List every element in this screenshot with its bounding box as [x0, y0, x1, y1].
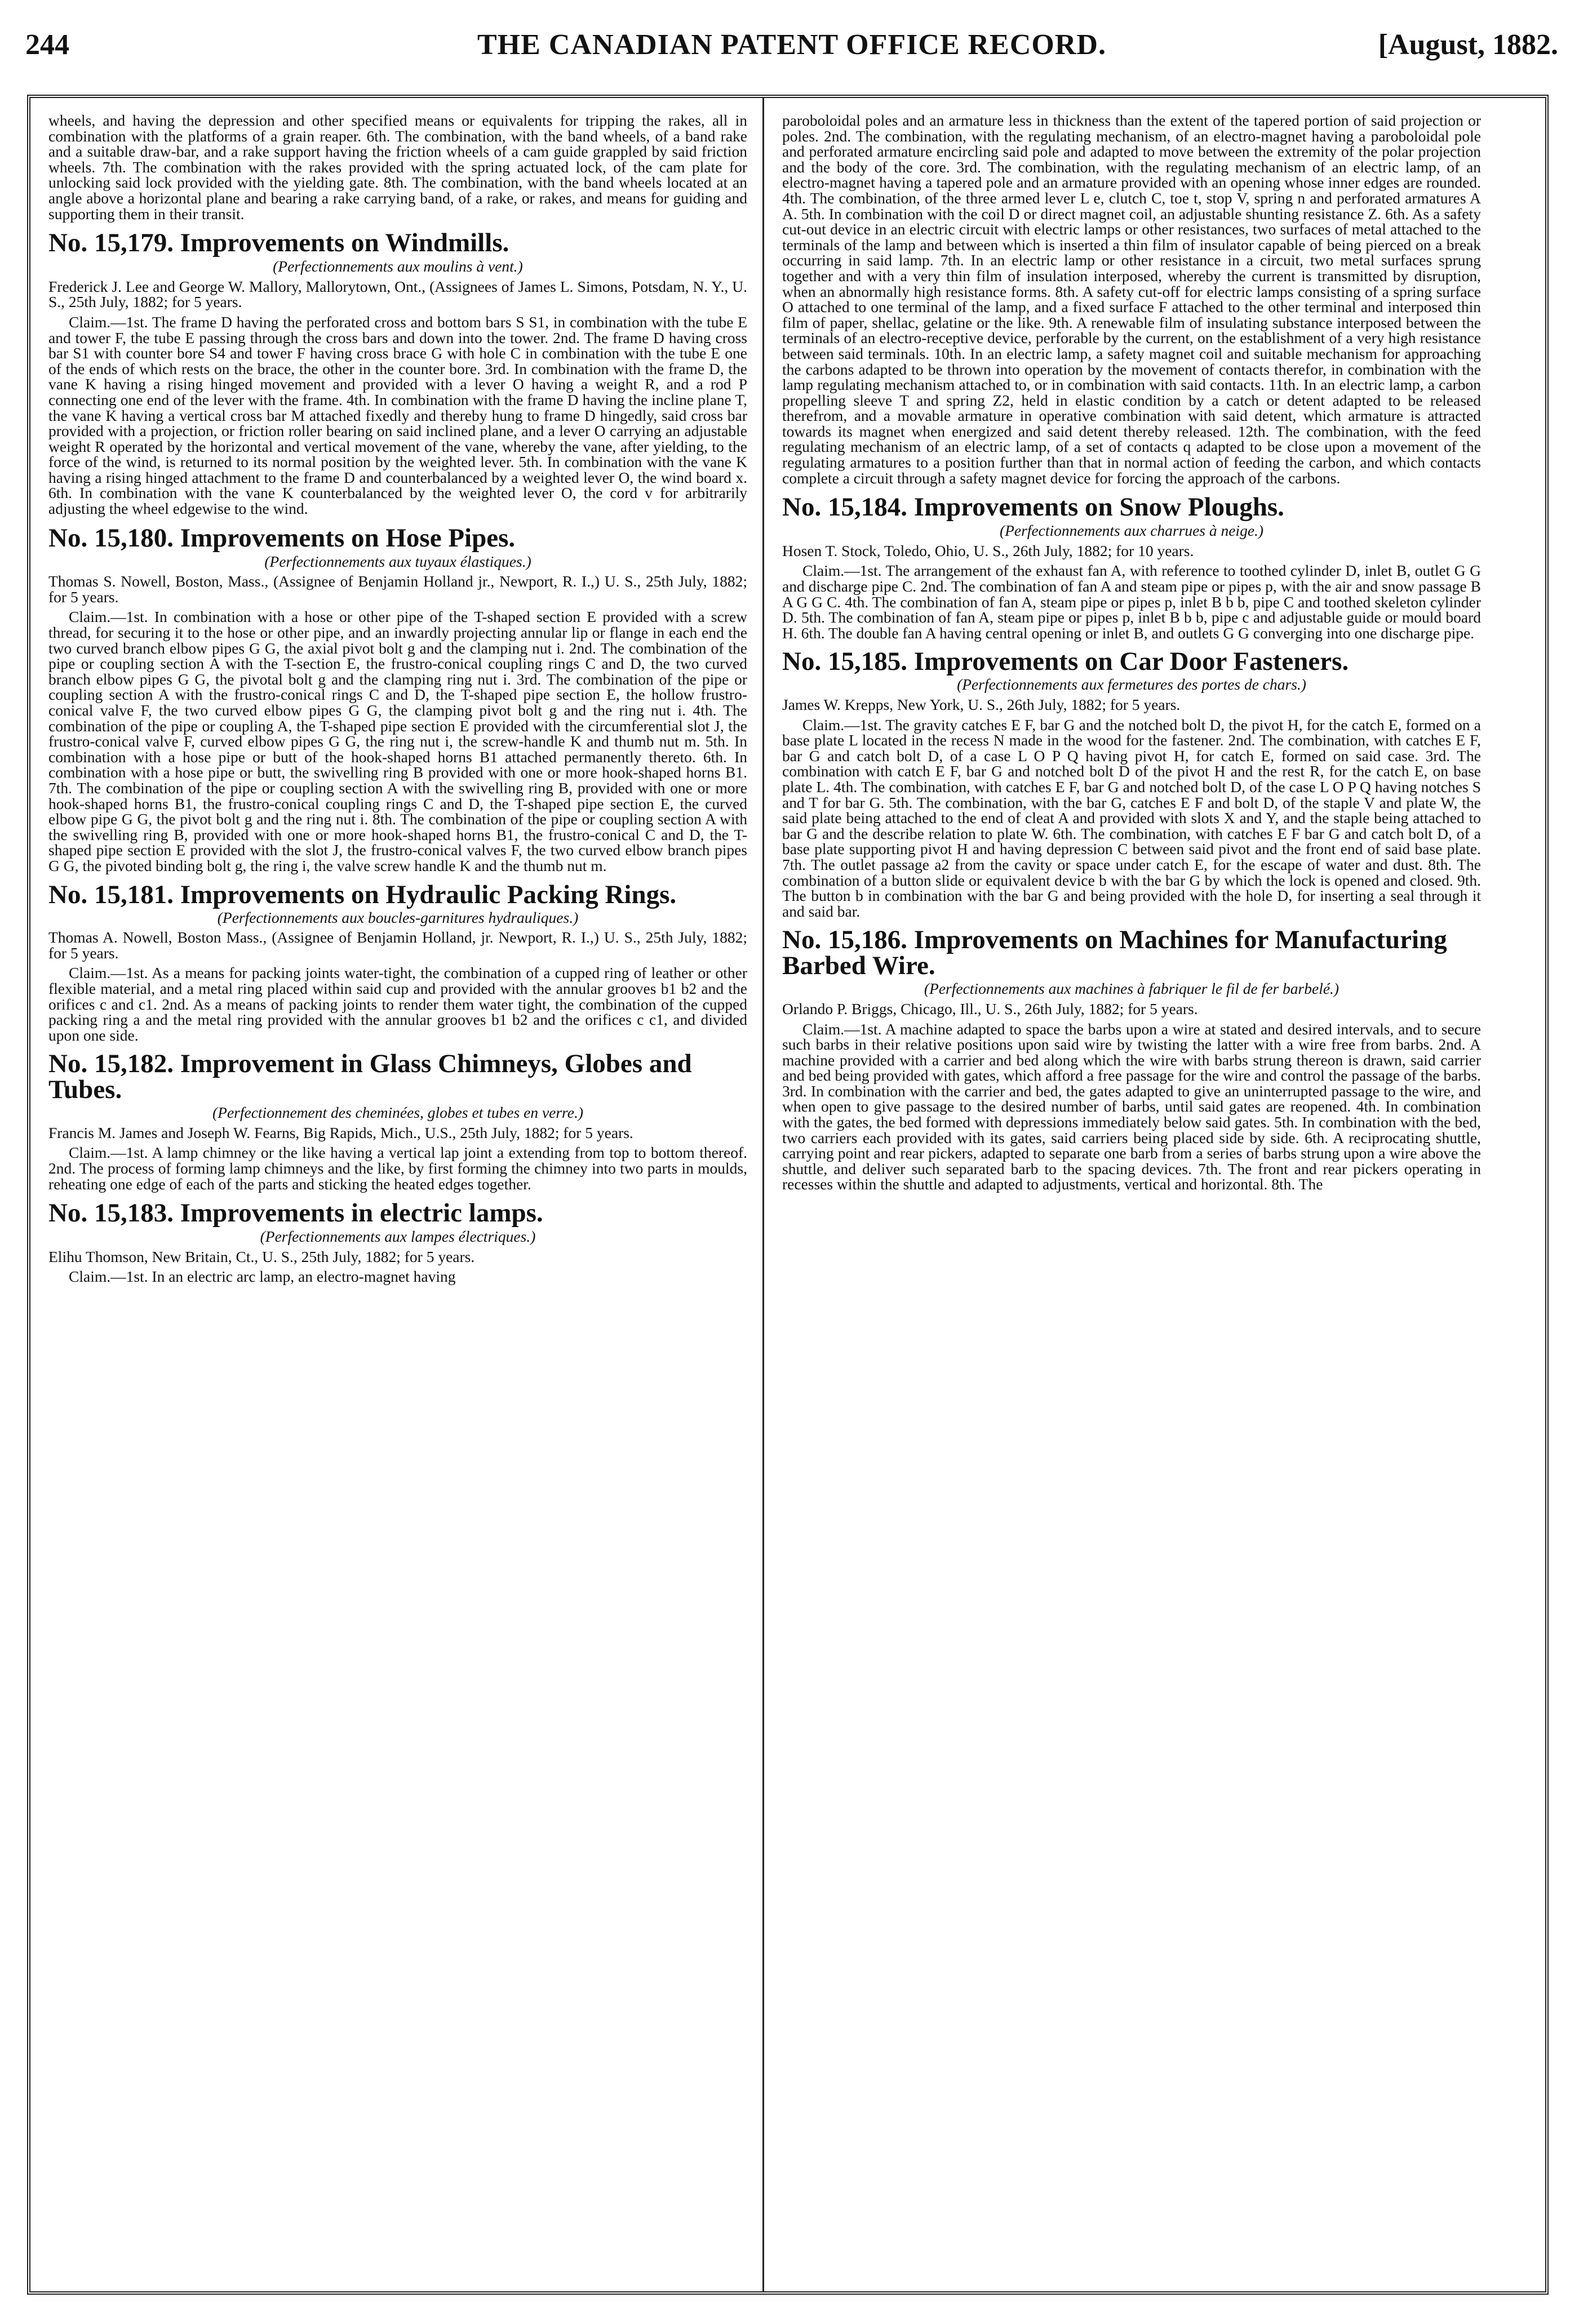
patent-heading-15182: No. 15,182. Improvement in Glass Chimneys, Globes and Tubes. — [48, 1049, 692, 1105]
right-column — [782, 113, 1481, 2282]
french-title-15183: (Perfectionnements aux lampes électriques.) — [260, 1228, 536, 1246]
page-date: [August, 1882. — [1378, 29, 1558, 61]
french-title-15184: (Perfectionnements aux charrues à neige.) — [999, 522, 1264, 540]
claim-15182: Claim.—1st. A lamp chimney or the like having a vertical lap joint a extending from top to bottom thereof. 2nd. The process of forming lamp chimneys and the like, by first forming the chimney into two parts in moulds, reheating one edge of each of the parts and sticking the heated edges together. — [48, 1144, 747, 1193]
page-header — [25, 23, 1558, 73]
patent-heading-15180: No. 15,180. Improvements on Hose Pipes. — [48, 523, 516, 553]
french-title-15181: (Perfectionnements aux boucles-garnitures hydrauliques.) — [217, 908, 579, 926]
column-divider — [762, 97, 764, 2292]
patent-heading-15185: No. 15,185. Improvements on Car Door Fasteners. — [782, 647, 1349, 677]
page-title: THE CANADIAN PATENT OFFICE RECORD. — [477, 29, 1106, 61]
claim-15184: Claim.—1st. The arrangement of the exhaust fan A, with reference to toothed cylinder D, inlet B, outlet G G and discharge pipe C. 2nd. The combination of fan A and steam pipe or pipes p, with the air and snow passage B A G G C. 4th. The combination of fan A, steam pipe or pipes p, inlet B b b, pipe C and toothed skeleton cylinder D. 5th. The combination of fan A, steam pipe or pipes p, inlet B b b, pipe c and adjustable guide or mould board H. 6th. The double fan A having central opening or inlet B, and outlets G G converging into one discharge pipe. — [782, 562, 1481, 642]
claim-15180: Claim.—1st. In combination with a hose or other pipe of the T-shaped section E provided with a screw thread, for securing it to the hose or other pipe, and an inwardly projecting annular lip or flange in each end the two curved branch elbow pipes G G, the axial pivot bolt g and the clamping nut i. 2nd. The combination of the pipe or coupling section A with the T-section E, the frustro-conical coupling rings C and D, the two curved branch elbow pipes G G, the pivotal bolt g and the clamping ring nut i. 3rd. The combination of the pipe or coupling section A with the frustro-conical rings C and D, the T-shaped pipe section E, the hollow frustro-conical valve F, the two curved elbow pipes G G, the clamping pivot bolt g and the ring nut i. 4th. The combination of the pipe or coupling A, the T-shaped pipe section E provided with the circumferential slot J, the frustro-conical valve F, curved elbow pipes G G, the ring nut i, the screw-handle K and thumb nut m. 5th. In combination with a hose pipe or butt of the hook-shaped horns B1 attached permanently thereto. 6th. In combination with a hose pipe or butt, the swivelling ring B provided with one or more hook-shaped horns B1. 7th. The combination of the pipe or coupling section A with the swivelling ring B, provided with one or more hook-shaped horns B1, the frustro-conical coupling rings C and D, the T-shaped pipe section E, the curved elbow pipe G G, the pivot bolt g and the ring nut i. 8th. The combination of the pipe or coupling section A with the swivelling ring B, provided with one or more hook-shaped horns B1, the frustro-conical C and D, the T-shaped pipe section E provided with the slot J, the frustro-conical valves F, the two curved elbow branch pipes G G, the pivoted binding bolt g, the ring i, the valve screw handle K and the thumb nut m. — [48, 608, 747, 874]
page-number: 244 — [25, 29, 69, 61]
inventor-15182: Francis M. James and Joseph W. Fearns, Big Rapids, Mich., U.S., 25th July, 1882; for 5 years. — [48, 1123, 633, 1141]
inventor-15185: James W. Krepps, New York, U. S., 26th July, 1882; for 5 years. — [782, 696, 1181, 713]
claim-15183: Claim.—1st. In an electric arc lamp, an electro-magnet having — [69, 1268, 456, 1286]
claim-15181: Claim.—1st. As a means for packing joints water-tight, the combination of a cupped ring of leather or other flexible material, and a metal ring placed within said cup and provided with the annular grooves b1 b2 and the orifices c and c1. 2nd. As a means of packing joints to render them water tight, the combination of the cupped packing ring a and the metal ring provided with the annular grooves b1 b2 and the orifices c c1, and divided upon one side. — [48, 964, 747, 1044]
claim-15179: Claim.—1st. The frame D having the perforated cross and bottom bars S S1, in combination with the tube E and tower F, the tube E passing through the cross bars and down into the tower. 2nd. The frame D having cross bar S1 with counter bore S4 and tower F having cross brace G with hole C in combination with the tube E one of the ends of which rests on the brace, the other in the counter bore. 3rd. In combination with the frame D, the vane K having a rising hinged movement and provided with a lever O having a weight R, and a rod P connecting one end of the lever with the frame. 4th. In combination with the frame D having the incline plane T, the vane K having a vertical cross bar M attached fixedly and thereby hung to frame D hingedly, said cross bar provided with a projection, or friction roller bearing on said inclined plane, and a lever O carrying an adjustable weight R operated by the horizontal and vertical movement of the vane, whereby the vane, after yielding, to the force of the wind, is returned to its normal position by the weighted lever. 5th. In combination with the vane K having a rising hinged attachment to the frame D and counterbalanced by a weighted lever O, the wind board x. 6th. In combination with the vane K counterbalanced by the weighted lever O, the cord v for arbitrarily adjusting the wheel edgewise to the wind. — [48, 313, 747, 518]
french-title-15185: (Perfectionnements aux fermetures des portes de chars.) — [957, 676, 1306, 694]
inventor-15179: Frederick J. Lee and George W. Mallory, Mallorytown, Ont., (Assignees of James L. Simons, Potsdam, N. Y., U. S., 25th July, 1882; for 5 years. — [48, 277, 747, 311]
french-title-15179: (Perfectionnements aux moulins à vent.) — [273, 257, 523, 275]
inventor-15186: Orlando P. Briggs, Chicago, Ill., U. S., 26th July, 1882; for 5 years. — [782, 999, 1198, 1017]
left-column — [48, 113, 747, 2282]
patent-heading-15179: No. 15,179. Improvements on Windmills. — [48, 228, 509, 258]
patent-heading-15183: No. 15,183. Improvements in electric lamps. — [48, 1198, 543, 1228]
continuation-text: wheels, and having the depression and other specified means or equivalents for tripping the rakes, all in combination with the platforms of a grain reaper. 6th. The combination, with the band wheels, of a band rake and a suitable draw-bar, and a rake support having the friction wheels of a cam guide grappled by said friction wheels. 7th. The combination with the rakes provided with the spring actuated lock, of the cam plate for unlocking said lock provided with the yielding gate. 8th. The combination, with the band wheels located at an angle above a horizontal plane and bearing a rake carrying band, of a rake, or rakes, and means for guiding and supporting them in their transit. — [48, 113, 747, 223]
patent-heading-15186: No. 15,186. Improvements on Machines for Manufacturing Barbed Wire. — [782, 925, 1447, 981]
claim-15186: Claim.—1st. A machine adapted to space the barbs upon a wire at stated and desired intervals, and to secure such barbs in their relative positions upon said wire by twisting the latter with a wire free from barbs. 2nd. A machine provided with a carrier and bed along which the wire with barbs strung thereon is drawn, said carrier and bed being provided with gates, which afford a free passage for the wire and control the passage of the barbs. 3rd. In combination with the carrier and bed, the gates adapted to give an uninterrupted passage to the wire, and when open to give passage to the desired number of barbs, until said gates are reopened. 4th. In combination with the gates, the bed formed with depressions immediately below said gates. 5th. In combination with the bed, two carriers each provided with its gates, said carriers being placed side by side. 6th. A reciprocating shuttle, carrying point and rear pickers, adapted to separate one barb from a series of barbs strung upon a wire above the shuttle, and deliver such separated barb to the spacing devices. 7th. The front and rear pickers operating in recesses within the shuttle and adapted to adjustments, vertical and horizontal. 8th. The — [782, 1020, 1481, 1193]
french-title-15182: (Perfectionnement des cheminées, globes et tubes en verre.) — [212, 1104, 583, 1122]
french-title-15186: (Perfectionnements aux machines à fabriquer le fil de fer barbelé.) — [924, 980, 1340, 998]
inventor-15180: Thomas S. Nowell, Boston, Mass., (Assignee of Benjamin Holland jr., Newport, R. I.,) U. S., 25th July, 1882; for 5 years. — [48, 572, 747, 606]
inventor-15184: Hosen T. Stock, Toledo, Ohio, U. S., 26th July, 1882; for 10 years. — [782, 541, 1194, 559]
patent-heading-15184: No. 15,184. Improvements on Snow Ploughs. — [782, 492, 1284, 522]
inventor-15183: Elihu Thomson, New Britain, Ct., U. S., 25th July, 1882; for 5 years. — [48, 1247, 475, 1265]
inventor-15181: Thomas A. Nowell, Boston Mass., (Assignee of Benjamin Holland, jr. Newport, R. I.,) U. S., 25th July, 1882; for 5 years. — [48, 928, 747, 962]
french-title-15180: (Perfectionnements aux tuyaux élastiques.) — [264, 552, 531, 570]
claim-15185: Claim.—1st. The gravity catches E F, bar G and the notched bolt D, the pivot H, for the catch E, formed on a base plate L located in the recess N made in the wood for the fastener. 2nd. The combination, with catches E F, bar G and catch bolt D, of a case L O P Q having pivot H, for catch E, formed on said case. 3rd. The combination with catch E F, bar G and notched bolt D of the pivot H and the rest R, for the catch E, on base plate L. 4th. The combination, with catches E F, bar G and notched bolt D, of the case L O P Q having notches S and T for bar G. 5th. The combination, with the bar G, catches E F and bolt D, of the staple V and plate W, the said plate being attached to the end of cleat A and provided with slots X and Y, and the staple being attached to bar G and the describe relation to plate W. 6th. The combination, with catches E F bar G and catch bolt D, of a base plate supporting pivot H and having depression C between said pivot and the front end of said base plate. 7th. The outlet passage a2 from the cavity or space under catch E, for the escape of water and dust. 8th. The combination of a button slide or equivalent device b with the bar G by which the lock is opened and closed. 9th. The button b in combination with the bar G and being provided with the hole D, for inserting a seal through it and said bar. — [782, 716, 1481, 920]
patent-heading-15181: No. 15,181. Improvements on Hydraulic Packing Rings. — [48, 879, 677, 909]
continuation-text: paroboloidal poles and an armature less in thickness than the extent of the tapered portion of said projection or poles. 2nd. The combination, with the regulating mechanism, of an electro-magnet having a paroboloidal pole and perforated armature encircling said pole and adapted to move between the extremity of the polar projection and the body of the core. 3rd. The combination, with the regulating mechanism of an electric lamp, of an electro-magnet having a tapered pole and an armature provided with an opening whose inner edges are rounded. 4th. The combination, of the three armed lever L e, clutch C, toe t, stop V, spring n and perforated armatures A A. 5th. In combination with the coil D or direct magnet coil, an adjustable shunting resistance Z. 6th. As a safety cut-out device in an electric circuit with electric lamps or other resistances, two surfaces of metal attached to the terminals of the lamp and between which is inserted a thin film of insulator capable of being pierced on a break occurring in said lamp. 7th. In an electric lamp or other resistance in a circuit, two metal surfaces sprung together and with a very thin film of insulation interposed, whereby the current is transmitted by disruption, when an abnormally high resistance forms. 8th. A safety cut-off for electric lamps consisting of a spring surface O attached to one terminal of the lamp, and a fixed surface F attached to the other terminal and interposed thin film of paper, shellac, gelatine or the like. 9th. A renewable film of insulating substance interposed between the terminals of an electro-receptive device, perforable by the current, on the establishment of a very high resistance between said terminals. 10th. In an electric lamp, a safety magnet coil and suitable mechanism for approaching the carbons adapted to be thrown into operation by the movement of contacts therefor, in combination with the lamp regulating mechanism attached to, or in combination with said contacts. 11th. In an electric lamp, a carbon propelling sleeve T and spring Z2, held in elastic condition by a catch or detent adapted to be released therefrom, and a movable armature in operative combination with said detent, which armature is attracted towards its magnet when energized and said detent thereby released. 12th. The combination, with the feed regulating mechanism of an electric lamp, of a set of contacts q adapted to be close upon a movement of the regulating armatures to a position further than that in normal action of feeding the carbon, and which contacts complete a circuit through a safety magnet device for forcing the approach of the carbons. — [782, 113, 1481, 487]
